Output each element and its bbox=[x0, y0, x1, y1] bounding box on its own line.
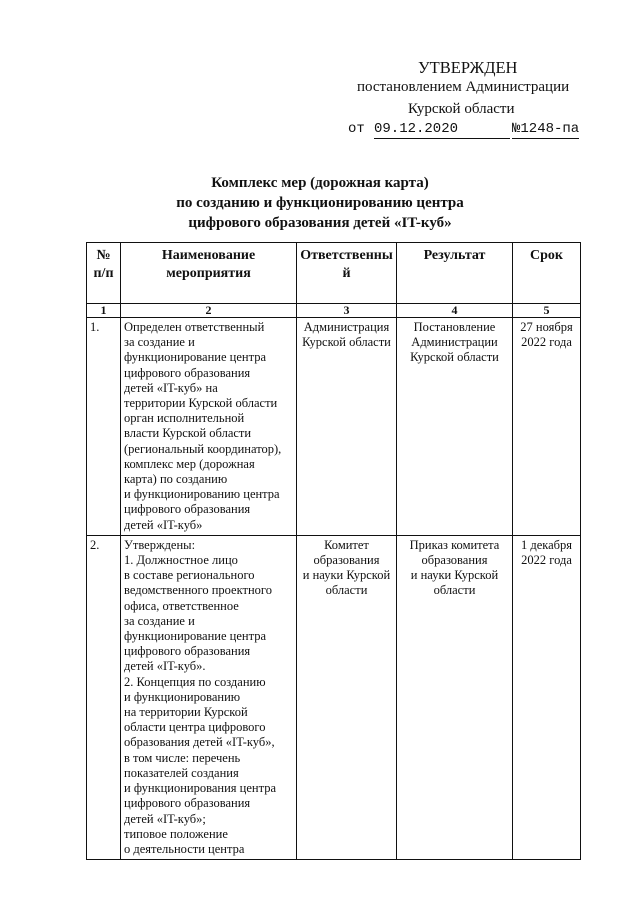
row-activity-line: за создание и bbox=[124, 335, 195, 350]
row-result-line: Администрации bbox=[411, 335, 498, 350]
row-activity-line: образования детей «IT-куб», bbox=[124, 735, 275, 750]
row-result bbox=[397, 535, 513, 859]
row-activity-line: функционирование центра bbox=[124, 350, 266, 365]
row-activity-line: детей «IT-куб» bbox=[124, 517, 203, 532]
row-result-line: образования bbox=[421, 553, 488, 568]
approval-line-1: постановлением Администрации bbox=[357, 79, 570, 95]
header-name: Наименование мероприятия bbox=[121, 243, 297, 304]
header-result: Результат bbox=[397, 243, 513, 304]
row-activity-line: цифрового образования bbox=[124, 365, 251, 380]
row-activity bbox=[121, 535, 297, 859]
row-result-line: Постановление bbox=[413, 320, 496, 334]
row-activity-line: и функционированию центра bbox=[124, 487, 280, 502]
table-row bbox=[87, 318, 581, 536]
column-number-row bbox=[87, 304, 581, 318]
row-responsible-line: Администрация bbox=[303, 320, 390, 334]
row-term bbox=[513, 535, 581, 859]
row-term-line: 1 декабря bbox=[520, 537, 573, 552]
row-activity-line: на территории Курской bbox=[124, 705, 248, 720]
row-result-line: области bbox=[433, 583, 476, 598]
table-body bbox=[87, 304, 581, 860]
row-activity-line: детей «IT-куб». bbox=[124, 659, 206, 674]
row-responsible-line: Комитет bbox=[324, 537, 369, 552]
row-activity-line: области центра цифрового bbox=[124, 720, 266, 735]
approval-date-prefix: от bbox=[348, 121, 365, 137]
column-number: 1 bbox=[87, 304, 121, 318]
row-activity-line: и функционирования центра bbox=[124, 781, 277, 796]
row-result-line: Курской области bbox=[410, 350, 499, 365]
roadmap-table bbox=[86, 242, 581, 860]
row-activity-line: типовое положение bbox=[124, 826, 228, 841]
row-result bbox=[397, 318, 513, 536]
document-title-line-2: по созданию и функционированию центра bbox=[176, 195, 464, 211]
row-activity-line: территории Курской области bbox=[124, 396, 278, 411]
row-result-line: и науки Курской bbox=[410, 568, 499, 583]
row-activity-line: ведомственного проектного bbox=[124, 583, 272, 598]
row-activity-line: комплекс мер (дорожная bbox=[124, 456, 255, 471]
row-responsible-line: области bbox=[325, 583, 368, 598]
row-activity-line: Утверждены: bbox=[124, 537, 196, 552]
document-title-line-3: цифрового образования детей «IT-куб» bbox=[188, 215, 452, 231]
table-row bbox=[87, 535, 581, 859]
header-responsible: Ответственный bbox=[297, 243, 397, 304]
row-activity-line: Определен ответственный bbox=[124, 320, 265, 334]
approval-number: №1248-па bbox=[512, 121, 580, 137]
row-result-line: Приказ комитета bbox=[409, 537, 500, 552]
row-responsible-line: Курской области bbox=[302, 335, 391, 350]
row-number: 1. bbox=[87, 318, 121, 536]
document-title bbox=[120, 173, 520, 233]
row-activity-line: функционирование центра bbox=[124, 629, 266, 644]
row-term bbox=[513, 318, 581, 536]
row-activity-line: власти Курской области bbox=[124, 426, 252, 441]
row-term-line: 27 ноября bbox=[520, 320, 573, 334]
row-activity-line: 2. Концепция по созданию bbox=[124, 674, 266, 689]
header-num: № п/п bbox=[87, 243, 121, 304]
row-term-line: 2022 года bbox=[521, 553, 572, 568]
row-activity-line: офиса, ответственное bbox=[124, 598, 239, 613]
approval-title: УТВЕРЖДЕН bbox=[418, 58, 518, 77]
document-title-line-1: Комплекс мер (дорожная карта) bbox=[211, 175, 429, 191]
row-activity-line: карта) по созданию bbox=[124, 472, 228, 487]
approval-line-2: Курской области bbox=[408, 101, 515, 117]
table-header-row bbox=[87, 243, 581, 304]
row-activity-line: показателей создания bbox=[124, 765, 239, 780]
row-responsible-line: и науки Курской bbox=[302, 568, 391, 583]
row-activity-line: о деятельности центра bbox=[124, 841, 245, 856]
row-activity-line: за создание и bbox=[124, 613, 195, 628]
row-activity-line: в составе регионального bbox=[124, 568, 255, 583]
row-activity-line: цифрового образования bbox=[124, 502, 251, 517]
column-number: 2 bbox=[121, 304, 297, 318]
row-activity-line: и функционированию bbox=[124, 689, 241, 704]
row-activity-line: цифрового образования bbox=[124, 796, 251, 811]
row-activity-line: детей «IT-куб»; bbox=[124, 811, 206, 826]
row-responsible bbox=[297, 318, 397, 536]
approval-date: 09.12.2020 bbox=[374, 121, 510, 139]
row-term-line: 2022 года bbox=[521, 335, 572, 350]
row-activity-line: цифрового образования bbox=[124, 644, 251, 659]
row-activity bbox=[121, 318, 297, 536]
row-activity-line: (региональный координатор), bbox=[124, 441, 282, 456]
column-number: 4 bbox=[397, 304, 513, 318]
row-responsible-line: образования bbox=[313, 553, 380, 568]
row-responsible bbox=[297, 535, 397, 859]
row-activity-line: в том числе: перечень bbox=[124, 750, 241, 765]
header-term: Срок bbox=[513, 243, 581, 304]
row-activity-line: детей «IT-куб» на bbox=[124, 380, 218, 395]
row-activity-line: 1. Должностное лицо bbox=[124, 553, 238, 568]
column-number: 5 bbox=[513, 304, 581, 318]
row-activity-line: орган исполнительной bbox=[124, 411, 245, 426]
column-number: 3 bbox=[297, 304, 397, 318]
row-number: 2. bbox=[87, 535, 121, 859]
